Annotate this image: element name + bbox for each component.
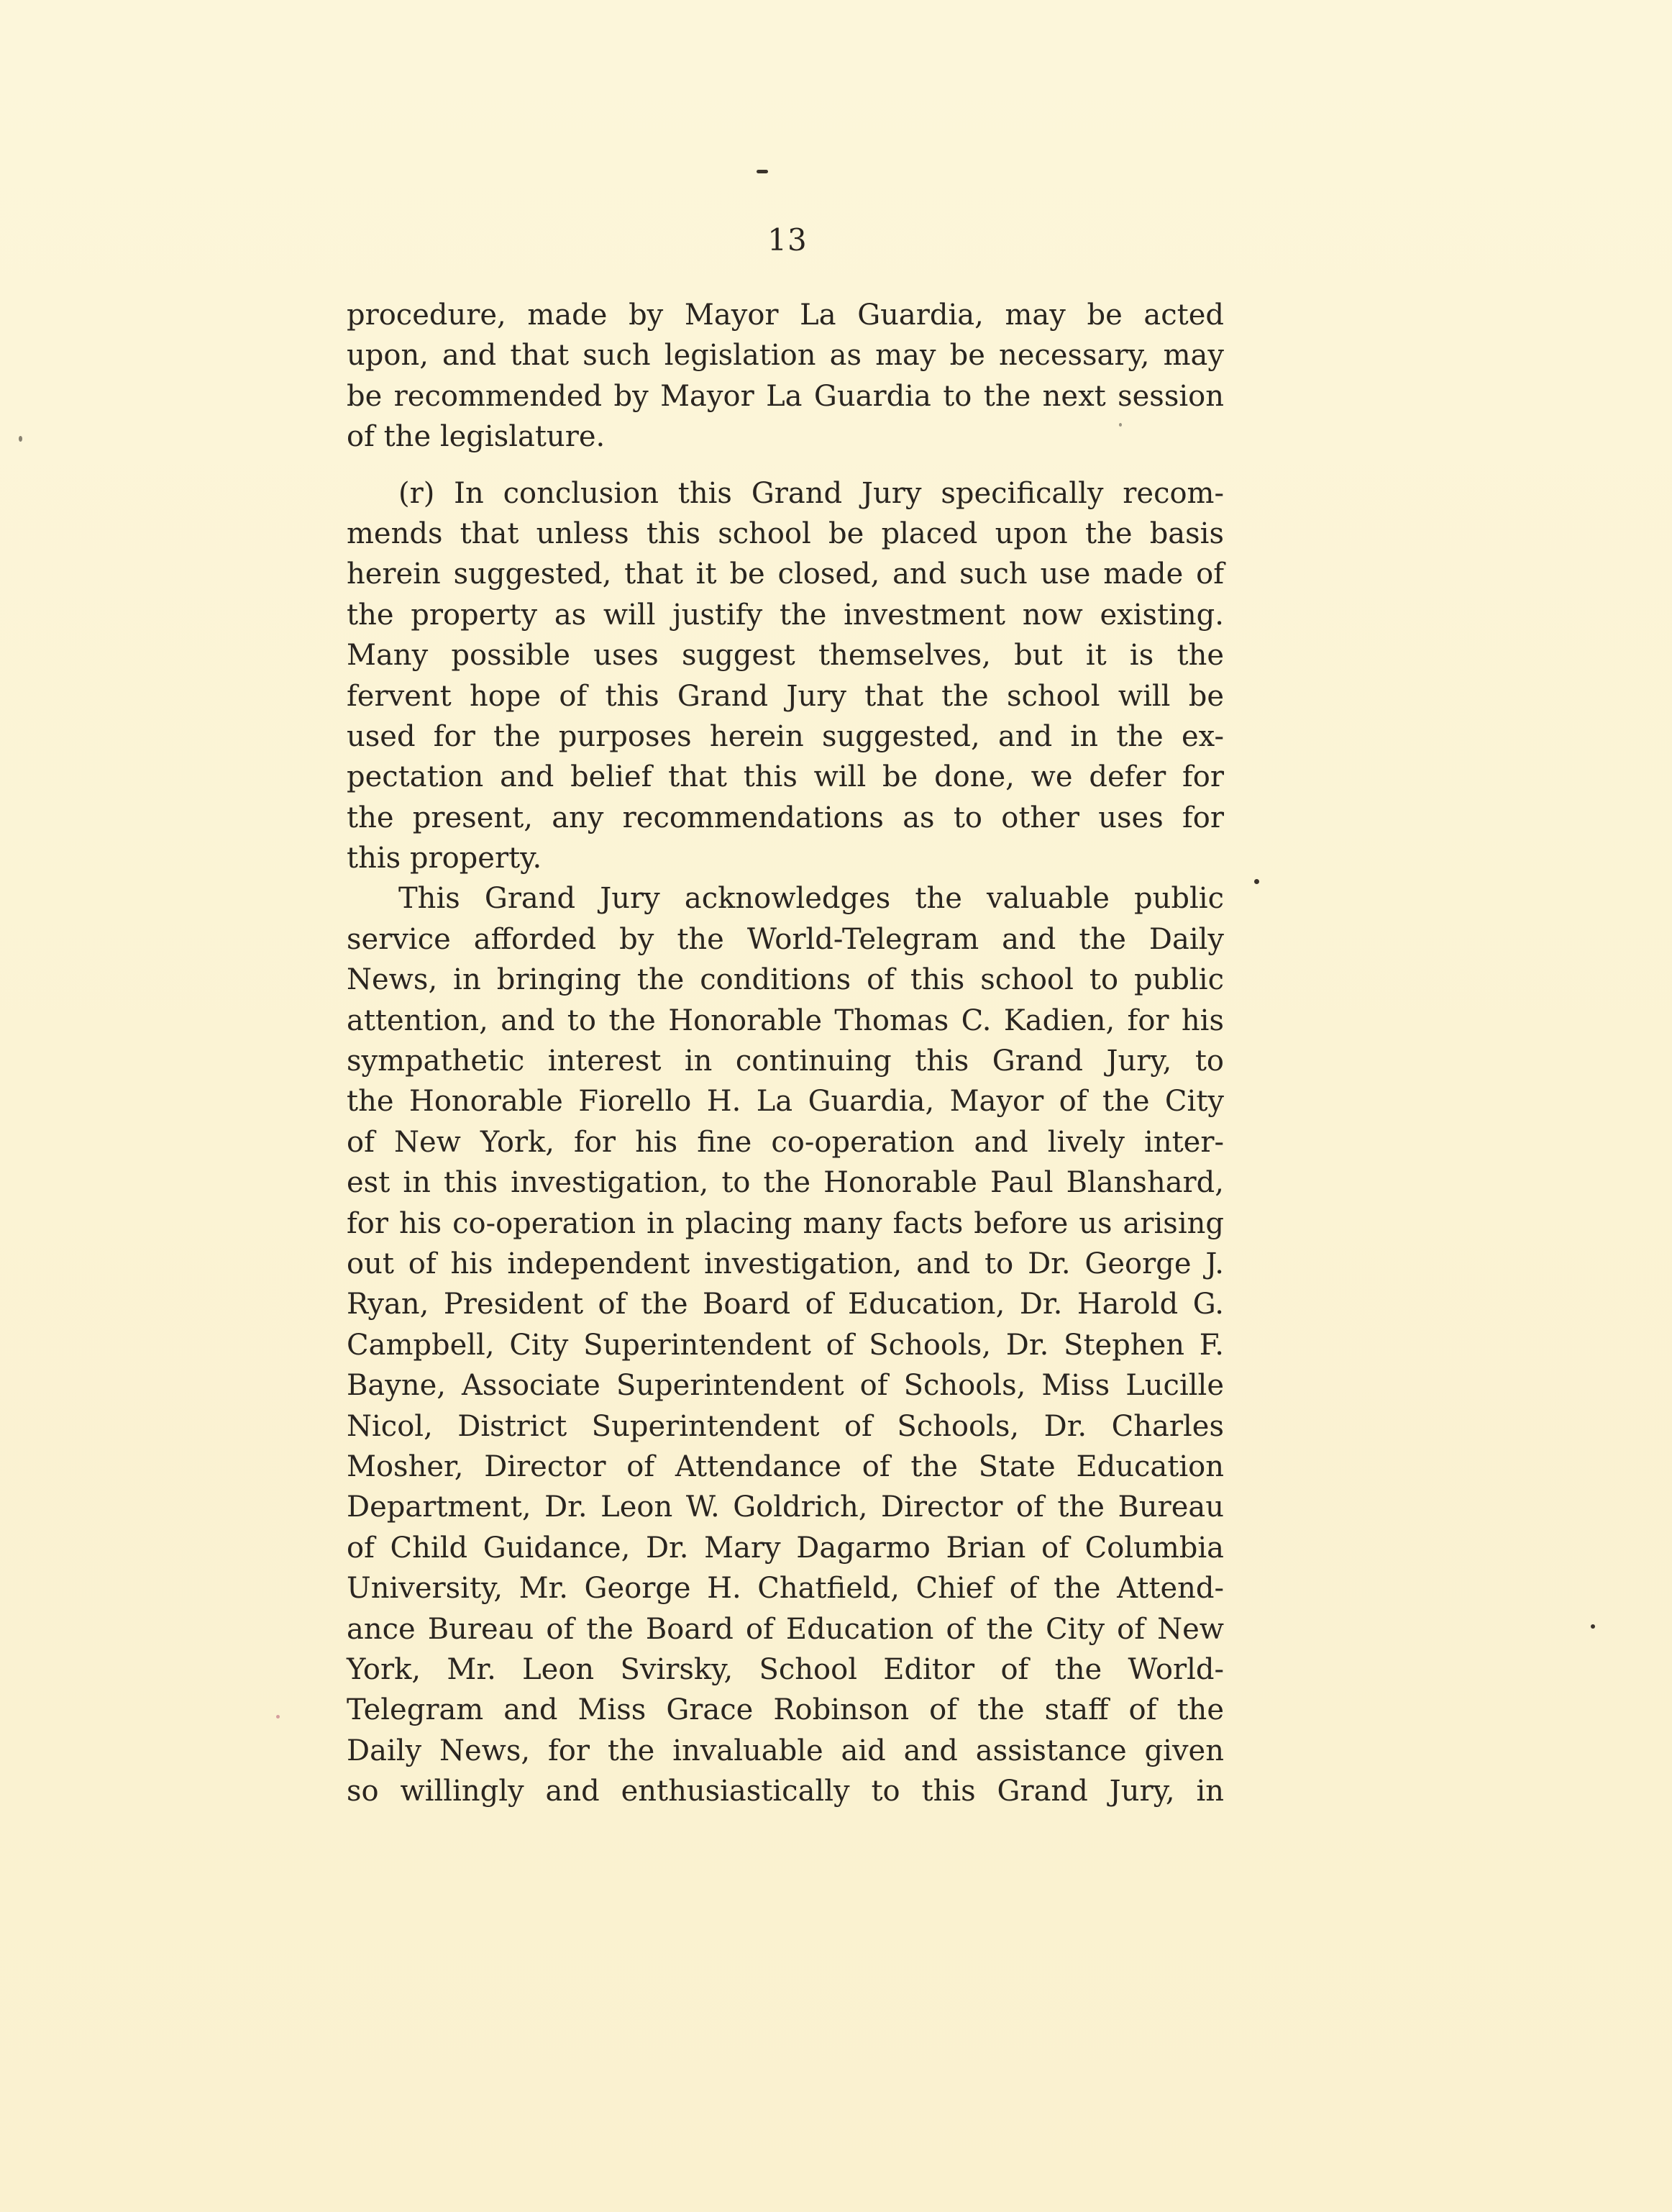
text-line: Many possible uses suggest themselves, but it is the (347, 639, 1224, 673)
text-line: service afforded by the World-Telegram and the Daily (347, 922, 1224, 956)
text-line: upon, and that such legislation as may be necessary, may (347, 339, 1224, 373)
text-line: the Honorable Fiorello H. La Guardia, Mayor of the City (347, 1085, 1224, 1119)
text-line: used for the purposes herein suggested, and in the ex- (347, 719, 1224, 753)
text-line: fervent hope of this Grand Jury that the school will be (347, 679, 1224, 713)
scan-speck (1591, 1624, 1595, 1629)
paragraph (347, 295, 1224, 458)
body-text (347, 295, 1224, 1811)
text-line: herein suggested, that it be closed, and such use made of (347, 557, 1224, 591)
paragraph (347, 878, 1224, 1811)
text-line: Telegram and Miss Grace Robinson of the staff of the (347, 1693, 1224, 1727)
paragraph (347, 473, 1224, 879)
text-line: of the legislature. (347, 420, 606, 454)
text-line: Campbell, City Superintendent of Schools, Dr. Stephen F. (347, 1328, 1224, 1362)
text-line: of Child Guidance, Dr. Mary Dagarmo Brian of Columbia (347, 1531, 1224, 1565)
text-line: of New York, for his fine co-operation and lively inter- (347, 1125, 1224, 1159)
scan-speck (1254, 879, 1259, 884)
text-line: out of his independent investigation, and to Dr. George J. (347, 1247, 1224, 1280)
text-line: pectation and belief that this will be done, we defer for (347, 760, 1224, 794)
text-line: attention, and to the Honorable Thomas C. Kadien, for his (347, 1003, 1224, 1037)
text-line: this property. (347, 842, 542, 875)
text-line: Nicol, District Superintendent of Schools, Dr. Charles (347, 1409, 1224, 1443)
text-line: be recommended by Mayor La Guardia to the next session (347, 379, 1224, 413)
text-line: University, Mr. George H. Chatfield, Chief of the Attend- (347, 1572, 1224, 1606)
text-line: ance Bureau of the Board of Education of the City of New (347, 1612, 1224, 1646)
text-line: York, Mr. Leon Svirsky, School Editor of the World- (347, 1652, 1224, 1686)
text-line: the property as will justify the investment now existing. (347, 598, 1224, 632)
text-line: est in this investigation, to the Honorable Paul Blanshard, (347, 1166, 1224, 1200)
text-line: Department, Dr. Leon W. Goldrich, Director of the Bureau (347, 1490, 1224, 1524)
text-line: Daily News, for the invaluable aid and assistance given (347, 1734, 1224, 1767)
text-line: (r) In conclusion this Grand Jury specifically recom- (398, 476, 1224, 510)
text-line: Bayne, Associate Superintendent of Schools, Miss Lucille (347, 1369, 1224, 1403)
text-line: Mosher, Director of Attendance of the State Education (347, 1449, 1224, 1483)
text-line: News, in bringing the conditions of this school to public (347, 963, 1224, 997)
text-line: This Grand Jury acknowledges the valuable public (398, 882, 1224, 916)
text-line: the present, any recommendations as to other uses for (347, 801, 1224, 834)
scan-speck (19, 436, 22, 442)
page-number: 13 (767, 222, 808, 258)
text-line: procedure, made by Mayor La Guardia, may be acted (347, 299, 1224, 332)
text-line: mends that unless this school be placed upon the basis (347, 516, 1224, 550)
text-line: so willingly and enthusiastically to this Grand Jury, in (347, 1775, 1224, 1808)
scan-speck (757, 170, 768, 173)
text-line: for his co-operation in placing many facts before us arising (347, 1206, 1224, 1240)
text-line: sympathetic interest in continuing this Grand Jury, to (347, 1044, 1224, 1078)
scan-speck (276, 1715, 280, 1719)
text-line: Ryan, President of the Board of Education, Dr. Harold G. (347, 1288, 1224, 1321)
